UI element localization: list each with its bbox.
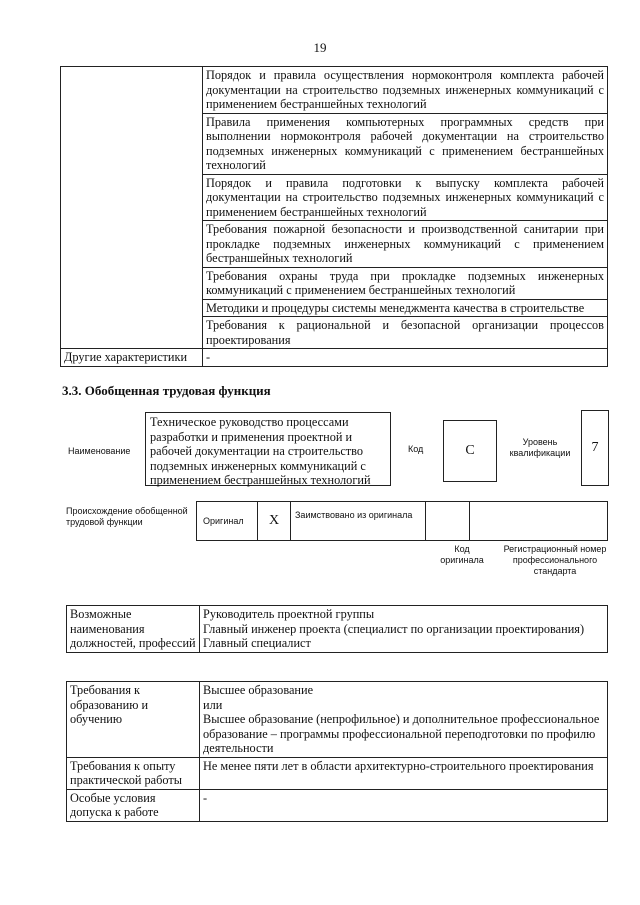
requirements-table (66, 681, 608, 822)
table-cell: Требования к рациональной и безопасной организации процессов проектирования (203, 317, 608, 349)
page-number: 19 (313, 40, 327, 55)
other-value: - (203, 349, 608, 367)
name-label: Наименование (68, 446, 131, 456)
positions-label: Возможные наименования должностей, профессий (67, 606, 200, 653)
borrowed-label: Заимствовано из оригинала (295, 510, 413, 520)
education-line: или (203, 697, 223, 712)
position-item: Главный специалист (203, 636, 311, 650)
registration-caption: Регистрационный номер профессионального стандарта (503, 544, 607, 576)
conditions-label: Особые условия допуска к работе (67, 789, 200, 821)
experience-value: Не менее пяти лет в области архитектурно-строительного проектирования (200, 757, 608, 789)
table-row (67, 606, 608, 653)
table-cell: Порядок и правила подготовки к выпуску комплекта рабочей документации на строительство подземных инженерных коммуникаций с применением бестраншейных технологий (203, 174, 608, 221)
table-row (61, 67, 608, 114)
table-cell-empty (61, 67, 203, 349)
table-cell: Требования охраны труда при прокладке подземных инженерных коммуникаций с применением бестраншейных технологий (203, 267, 608, 299)
code-caption: Код оригинала (440, 544, 484, 565)
position-item: Главный инженер проекта (специалист по организации проектирования) (203, 621, 585, 636)
original-mark: X (257, 501, 291, 541)
education-line: Высшее образование (203, 683, 314, 697)
other-label: Другие характеристики (61, 349, 203, 367)
origin-label: Происхождение обобщенной трудовой функции (66, 506, 188, 527)
positions-table (66, 605, 608, 653)
origin-code-cell (425, 501, 470, 541)
experience-label: Требования к опыту практической работы (67, 757, 200, 789)
table-cell: Порядок и правила осуществления нормоконтроля комплекта рабочей документации на строительство подземных инженерных коммуникаций с применением бестраншейных технологий (203, 67, 608, 114)
table-cell: Методики и процедуры системы менеджмента качества в строительстве (203, 299, 608, 317)
knowledge-table (60, 66, 608, 367)
table-row (67, 789, 608, 821)
registration-cell (469, 501, 608, 541)
section-title: 3.3. Обобщенная трудовая функция (62, 383, 271, 398)
code-label: Код (408, 444, 424, 454)
position-item: Руководитель проектной группы (203, 607, 375, 621)
table-row (61, 349, 608, 367)
education-label: Требования к образованию и обучению (67, 682, 200, 758)
conditions-value: - (200, 789, 608, 821)
function-name-box: Техническое руководство процессами разработки и применения проектной и рабочей документации на строительство подземных инженерных коммуникаций с применением бестраншейных технологий (145, 412, 391, 486)
borrowed-cell (290, 501, 426, 541)
original-label: Оригинал (203, 516, 244, 526)
education-values (200, 682, 608, 758)
level-value-box: 7 (581, 410, 609, 486)
education-line: Высшее образование (непрофильное) и дополнительное профессиональное образование – программы профессиональной переподготовки по профилю деятельности (203, 712, 600, 755)
code-value-box: C (443, 420, 497, 482)
table-row (67, 757, 608, 789)
level-label: Уровень квалификации (509, 437, 571, 458)
origin-original-cell (196, 501, 258, 541)
origin-row (196, 501, 608, 541)
table-cell: Требования пожарной безопасности и производственной санитарии при прокладке подземных инженерных коммуникаций с применением бестраншейных технологий (203, 221, 608, 268)
table-row (67, 682, 608, 758)
positions-values (200, 606, 608, 653)
table-cell: Правила применения компьютерных программных средств при выполнении нормоконтроля рабочей документации на строительство подземных инженерных коммуникаций с применением бестраншейных технологий (203, 113, 608, 174)
